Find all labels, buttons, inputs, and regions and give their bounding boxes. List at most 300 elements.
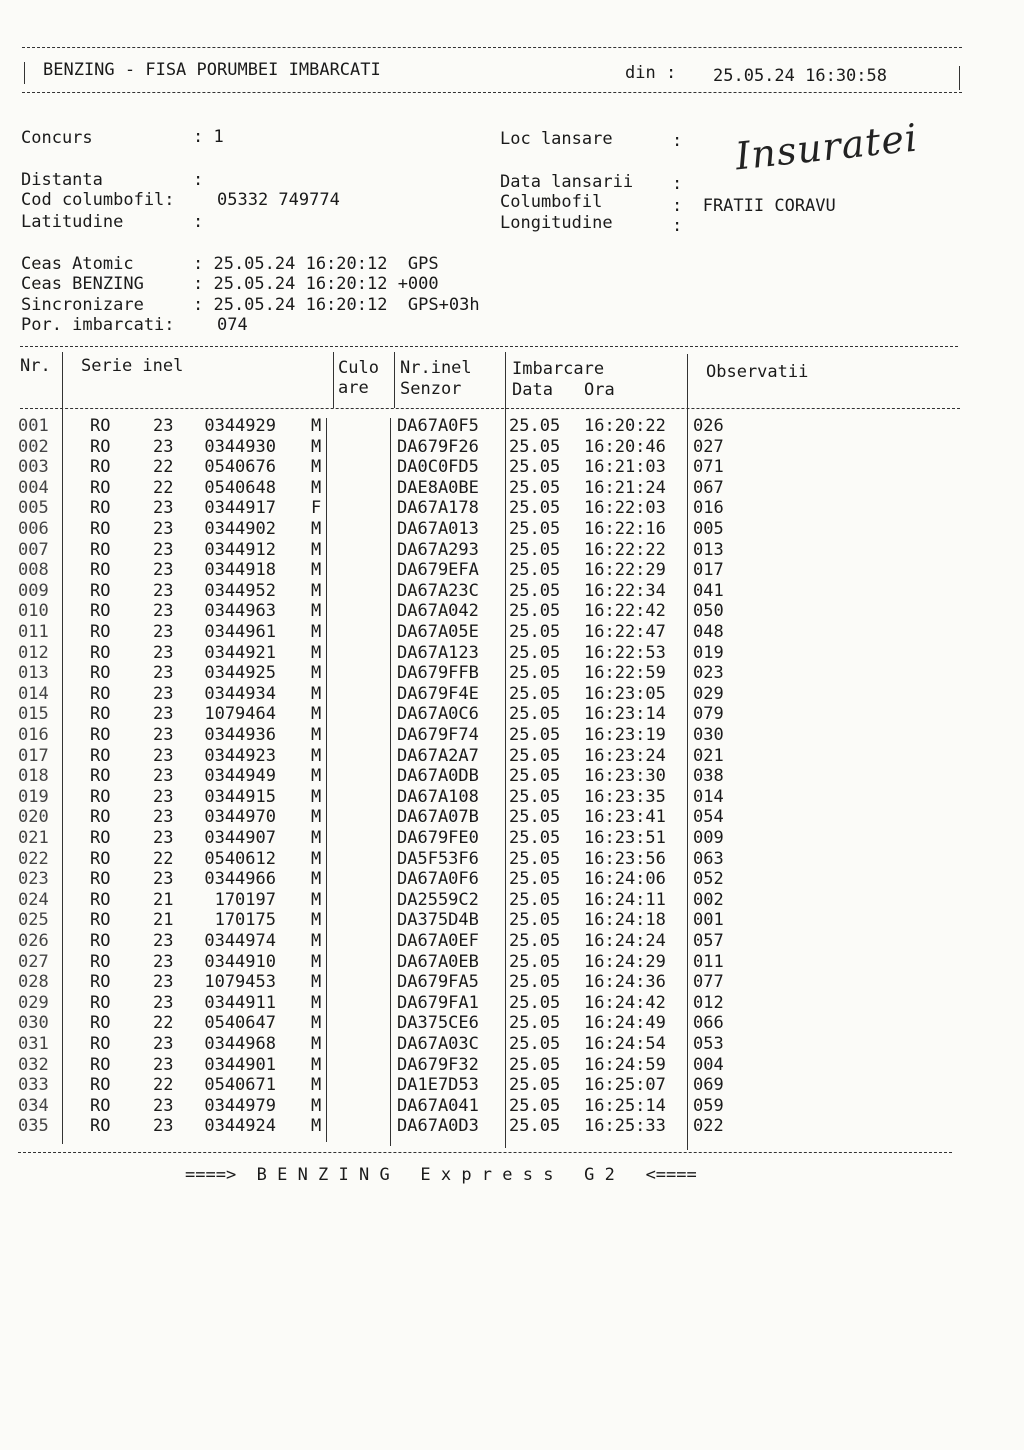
- cell-nr: 032: [18, 1054, 49, 1075]
- cell-sensor: DA2559C2: [397, 889, 479, 910]
- cell-sex: M: [311, 745, 322, 766]
- cell-country: RO: [90, 416, 111, 436]
- cell-year: 23: [153, 642, 174, 663]
- cell-sex: M: [311, 951, 322, 972]
- cell-time: 16:24:42: [584, 992, 666, 1013]
- cell-sensor: DA67A0DB: [397, 766, 479, 787]
- table-row: [0, 1116, 1024, 1137]
- cell-obs: 014: [693, 786, 724, 807]
- cell-year: 23: [153, 601, 174, 622]
- cell-obs: 038: [693, 766, 724, 787]
- cell-date: 25.05: [509, 725, 561, 745]
- cell-sensor: DA679FA5: [397, 972, 479, 993]
- table-bottom-border: [18, 1152, 952, 1153]
- cell-obs: 052: [693, 869, 724, 890]
- table-row: [0, 581, 1024, 602]
- cell-obs: 013: [693, 539, 724, 560]
- cell-nr: 026: [18, 931, 49, 951]
- cell-sensor: DA67A293: [397, 539, 479, 560]
- cell-sex: M: [311, 519, 322, 539]
- cell-ring: 0540612: [204, 848, 276, 869]
- cell-ring: 0344912: [204, 539, 276, 560]
- cell-obs: 067: [693, 477, 724, 498]
- cell-date: 25.05: [509, 704, 561, 725]
- cell-sensor: DA0C0FD5: [397, 457, 479, 478]
- cell-obs: 059: [693, 1095, 724, 1116]
- cell-sensor: DA679F74: [397, 725, 479, 745]
- cell-year: 23: [153, 704, 174, 725]
- cell-date: 25.05: [509, 1054, 561, 1075]
- cell-country: RO: [90, 1075, 111, 1096]
- cell-country: RO: [90, 869, 111, 890]
- table-row: [0, 910, 1024, 931]
- cell-ring: 0344902: [204, 519, 276, 539]
- cell-obs: 057: [693, 931, 724, 951]
- cell-date: 25.05: [509, 828, 561, 848]
- latitudine-label: Latitudine: [21, 212, 124, 232]
- cell-sex: M: [311, 972, 322, 993]
- cell-ring: 0540676: [204, 457, 276, 478]
- cell-date: 25.05: [509, 622, 561, 642]
- col-header-imbarcare: Imbarcare: [512, 359, 605, 379]
- cell-country: RO: [90, 642, 111, 663]
- cell-time: 16:22:22: [584, 539, 666, 560]
- cell-sex: M: [311, 992, 322, 1013]
- table-row: [0, 972, 1024, 993]
- cell-nr: 011: [18, 622, 49, 642]
- cell-nr: 004: [18, 477, 49, 498]
- cell-year: 23: [153, 622, 174, 642]
- col-header-senzor: Senzor: [400, 379, 462, 399]
- cell-obs: 011: [693, 951, 724, 972]
- cell-date: 25.05: [509, 848, 561, 869]
- ceas-atomic-label: Ceas Atomic: [21, 254, 134, 274]
- cell-date: 25.05: [509, 498, 561, 519]
- cell-country: RO: [90, 951, 111, 972]
- header-left-border: [24, 62, 25, 84]
- cell-nr: 034: [18, 1095, 49, 1116]
- cell-obs: 012: [693, 992, 724, 1013]
- cell-sex: M: [311, 436, 322, 457]
- cell-year: 23: [153, 519, 174, 539]
- cell-nr: 003: [18, 457, 49, 478]
- cell-date: 25.05: [509, 745, 561, 766]
- col-header-ora: Ora: [584, 380, 615, 400]
- cell-year: 23: [153, 560, 174, 581]
- cell-nr: 021: [18, 828, 49, 848]
- longitudine-label: Longitudine: [500, 213, 613, 233]
- cell-time: 16:24:49: [584, 1013, 666, 1034]
- cell-date: 25.05: [509, 1013, 561, 1034]
- concurs-label: Concurs: [21, 128, 93, 148]
- por-imbarcati-value: 074: [217, 315, 248, 335]
- cell-date: 25.05: [509, 889, 561, 910]
- cell-date: 25.05: [509, 539, 561, 560]
- cell-date: 25.05: [509, 683, 561, 704]
- cell-ring: 0344901: [204, 1054, 276, 1075]
- cell-obs: 048: [693, 622, 724, 642]
- cell-sensor: DA1E7D53: [397, 1075, 479, 1096]
- cell-sex: M: [311, 889, 322, 910]
- cell-obs: 027: [693, 436, 724, 457]
- cell-nr: 024: [18, 889, 49, 910]
- cell-ring: 0344915: [204, 786, 276, 807]
- cell-country: RO: [90, 539, 111, 560]
- latitudine-value: :: [193, 212, 204, 232]
- cell-nr: 027: [18, 951, 49, 972]
- cell-nr: 010: [18, 601, 49, 622]
- cell-country: RO: [90, 1116, 111, 1137]
- cell-obs: 063: [693, 848, 724, 869]
- cell-sex: M: [311, 766, 322, 787]
- cell-time: 16:24:18: [584, 910, 666, 931]
- cell-sensor: DA67A0D3: [397, 1116, 479, 1137]
- table-row: [0, 560, 1024, 581]
- cell-ring: 0344923: [204, 745, 276, 766]
- cell-sex: M: [311, 457, 322, 478]
- cell-ring: 0344963: [204, 601, 276, 622]
- cell-sensor: DA67A0C6: [397, 704, 479, 725]
- cell-ring: 0344907: [204, 828, 276, 848]
- table-row: [0, 849, 1024, 870]
- cell-country: RO: [90, 622, 111, 642]
- cell-date: 25.05: [509, 786, 561, 807]
- cell-year: 22: [153, 457, 174, 478]
- cell-nr: 030: [18, 1013, 49, 1034]
- cell-obs: 029: [693, 683, 724, 704]
- table-row: [0, 1075, 1024, 1096]
- loc-lansare-label: Loc lansare: [500, 129, 613, 149]
- cell-country: RO: [90, 498, 111, 519]
- table-row: [0, 416, 1024, 437]
- cell-nr: 015: [18, 704, 49, 725]
- cell-sensor: DA679F26: [397, 436, 479, 457]
- cell-country: RO: [90, 828, 111, 848]
- cell-time: 16:24:59: [584, 1054, 666, 1075]
- footer-banner: ====> B E N Z I N G E x p r e s s G 2 <====: [185, 1165, 697, 1185]
- cell-nr: 031: [18, 1034, 49, 1054]
- cell-year: 23: [153, 1054, 174, 1075]
- cell-obs: 017: [693, 560, 724, 581]
- cell-year: 23: [153, 786, 174, 807]
- col-header-observatii: Observatii: [706, 362, 809, 382]
- cell-year: 23: [153, 992, 174, 1013]
- cell-time: 16:24:36: [584, 972, 666, 993]
- cell-sex: M: [311, 1095, 322, 1116]
- cell-sex: M: [311, 539, 322, 560]
- col-header-serie: Serie inel: [81, 356, 184, 376]
- cell-nr: 005: [18, 498, 49, 519]
- cell-sex: M: [311, 704, 322, 725]
- table-row: [0, 519, 1024, 540]
- cell-date: 25.05: [509, 1116, 561, 1137]
- cell-year: 23: [153, 1116, 174, 1137]
- cell-date: 25.05: [509, 601, 561, 622]
- cell-ring: 0344936: [204, 725, 276, 745]
- cell-ring: 0344974: [204, 931, 276, 951]
- ceas-atomic-value: : 25.05.24 16:20:12 GPS: [193, 254, 439, 274]
- cell-ring: 1079453: [204, 972, 276, 993]
- cell-date: 25.05: [509, 972, 561, 993]
- cell-country: RO: [90, 972, 111, 993]
- por-imbarcati-label: Por. imbarcati:: [21, 315, 175, 335]
- cod-columbofil-label: Cod columbofil:: [21, 190, 175, 210]
- cell-obs: 053: [693, 1034, 724, 1054]
- cell-year: 23: [153, 766, 174, 787]
- loc-lansare-colon: :: [672, 131, 683, 151]
- cell-country: RO: [90, 436, 111, 457]
- cell-year: 22: [153, 477, 174, 498]
- cell-sex: M: [311, 1075, 322, 1096]
- cell-year: 23: [153, 539, 174, 560]
- cell-ring: 0344966: [204, 869, 276, 890]
- cell-nr: 019: [18, 786, 49, 807]
- cell-ring: 0540647: [204, 1013, 276, 1034]
- cell-obs: 005: [693, 519, 724, 539]
- table-row: [0, 1055, 1024, 1076]
- table-row: [0, 787, 1024, 808]
- cell-year: 23: [153, 869, 174, 890]
- cell-date: 25.05: [509, 580, 561, 601]
- cell-sex: M: [311, 642, 322, 663]
- cell-sensor: DA679FA1: [397, 992, 479, 1013]
- cell-ring: 0344929: [204, 416, 276, 436]
- cell-sex: F: [311, 498, 322, 519]
- cell-time: 16:22:16: [584, 519, 666, 539]
- cell-sensor: DA67A042: [397, 601, 479, 622]
- col-header-data: Data: [512, 380, 553, 400]
- col-header-culoare: Culo: [338, 358, 379, 378]
- cell-date: 25.05: [509, 1034, 561, 1054]
- printed-label: din :: [625, 63, 677, 83]
- table-header-bottom-border: [20, 408, 960, 409]
- cell-sensor: DA375CE6: [397, 1013, 479, 1034]
- cell-year: 23: [153, 725, 174, 745]
- cell-obs: 050: [693, 601, 724, 622]
- cell-nr: 013: [18, 663, 49, 684]
- table-row: [0, 622, 1024, 643]
- cell-obs: 023: [693, 663, 724, 684]
- cell-country: RO: [90, 745, 111, 766]
- cell-time: 16:24:11: [584, 889, 666, 910]
- cell-sensor: DA375D4B: [397, 910, 479, 931]
- cell-sensor: DA67A178: [397, 498, 479, 519]
- cell-year: 23: [153, 951, 174, 972]
- cell-date: 25.05: [509, 1095, 561, 1116]
- cell-nr: 017: [18, 745, 49, 766]
- cell-ring: 0344961: [204, 622, 276, 642]
- longitudine-value: :: [672, 216, 683, 236]
- data-lansarii-value: :: [672, 174, 683, 194]
- cell-time: 16:23:05: [584, 683, 666, 704]
- cell-ring: 0344930: [204, 436, 276, 457]
- cell-sensor: DA67A07B: [397, 807, 479, 828]
- cell-country: RO: [90, 931, 111, 951]
- cell-date: 25.05: [509, 477, 561, 498]
- cell-time: 16:23:30: [584, 766, 666, 787]
- cell-time: 16:24:54: [584, 1034, 666, 1054]
- cell-sensor: DA67A0EB: [397, 951, 479, 972]
- cell-time: 16:23:35: [584, 786, 666, 807]
- cell-country: RO: [90, 910, 111, 931]
- cell-sex: M: [311, 622, 322, 642]
- loc-lansare-handwritten: Insuratei: [733, 115, 921, 179]
- table-row: [0, 437, 1024, 458]
- cell-country: RO: [90, 1034, 111, 1054]
- table-row: [0, 1013, 1024, 1034]
- cell-date: 25.05: [509, 416, 561, 436]
- cell-nr: 018: [18, 766, 49, 787]
- cell-time: 16:25:07: [584, 1075, 666, 1096]
- cell-country: RO: [90, 601, 111, 622]
- cell-sensor: DA679EFA: [397, 560, 479, 581]
- cell-date: 25.05: [509, 951, 561, 972]
- col-sep-3: [394, 352, 395, 408]
- table-row: [0, 1034, 1024, 1055]
- cell-country: RO: [90, 1095, 111, 1116]
- cell-year: 23: [153, 498, 174, 519]
- cell-country: RO: [90, 663, 111, 684]
- ceas-benzing-value: : 25.05.24 16:20:12 +000: [193, 274, 439, 294]
- cell-sensor: DA67A013: [397, 519, 479, 539]
- table-row: [0, 931, 1024, 952]
- cell-ring: 170175: [214, 910, 276, 931]
- cell-date: 25.05: [509, 663, 561, 684]
- cell-ring: 0344921: [204, 642, 276, 663]
- columbofil-value: : FRATII CORAVU: [672, 196, 836, 216]
- cell-nr: 023: [18, 869, 49, 890]
- cell-year: 21: [153, 910, 174, 931]
- cell-nr: 029: [18, 992, 49, 1013]
- cell-date: 25.05: [509, 807, 561, 828]
- cell-ring: 0344952: [204, 580, 276, 601]
- cell-sex: M: [311, 807, 322, 828]
- cell-date: 25.05: [509, 1075, 561, 1096]
- cell-sensor: DA67A0EF: [397, 931, 479, 951]
- cell-year: 23: [153, 1095, 174, 1116]
- cell-country: RO: [90, 725, 111, 745]
- table-row: [0, 601, 1024, 622]
- cell-country: RO: [90, 807, 111, 828]
- cell-nr: 016: [18, 725, 49, 745]
- cell-time: 16:24:06: [584, 869, 666, 890]
- header-bottom-border: [22, 92, 962, 93]
- cell-sensor: DA679FFB: [397, 663, 479, 684]
- cell-sex: M: [311, 725, 322, 745]
- sincronizare-label: Sincronizare: [21, 295, 144, 315]
- cell-nr: 008: [18, 560, 49, 581]
- cell-sensor: DA679F32: [397, 1054, 479, 1075]
- cell-sensor: DA67A0F5: [397, 416, 479, 436]
- cell-obs: 026: [693, 416, 724, 436]
- cell-sex: M: [311, 1034, 322, 1054]
- cell-nr: 006: [18, 519, 49, 539]
- cell-sensor: DA679F4E: [397, 683, 479, 704]
- table-row: [0, 869, 1024, 890]
- cell-year: 23: [153, 436, 174, 457]
- cell-time: 16:20:22: [584, 416, 666, 436]
- cell-sensor: DA67A23C: [397, 580, 479, 601]
- cell-sensor: DA67A05E: [397, 622, 479, 642]
- cell-date: 25.05: [509, 931, 561, 951]
- cell-ring: 0540671: [204, 1075, 276, 1096]
- cell-obs: 016: [693, 498, 724, 519]
- cell-sex: M: [311, 786, 322, 807]
- cell-time: 16:22:47: [584, 622, 666, 642]
- cell-nr: 033: [18, 1075, 49, 1096]
- cell-nr: 025: [18, 910, 49, 931]
- header-right-border: [959, 66, 960, 90]
- cell-sex: M: [311, 601, 322, 622]
- page-title: BENZING - FISA PORUMBEI IMBARCATI: [43, 60, 381, 80]
- table-row: [0, 766, 1024, 787]
- cell-sensor: DA67A108: [397, 786, 479, 807]
- cell-year: 23: [153, 580, 174, 601]
- table-row: [0, 540, 1024, 561]
- cell-sex: M: [311, 663, 322, 684]
- cell-year: 22: [153, 1013, 174, 1034]
- cell-time: 16:22:59: [584, 663, 666, 684]
- col-header-culoare-2: are: [338, 378, 369, 398]
- cod-columbofil-value: 05332 749774: [217, 190, 340, 210]
- cell-year: 23: [153, 663, 174, 684]
- table-row: [0, 498, 1024, 519]
- cell-sensor: DA5F53F6: [397, 848, 479, 869]
- table-row: [0, 478, 1024, 499]
- cell-country: RO: [90, 889, 111, 910]
- cell-obs: 079: [693, 704, 724, 725]
- cell-nr: 020: [18, 807, 49, 828]
- cell-sex: M: [311, 828, 322, 848]
- cell-nr: 028: [18, 972, 49, 993]
- cell-country: RO: [90, 477, 111, 498]
- cell-obs: 004: [693, 1054, 724, 1075]
- cell-sex: M: [311, 1054, 322, 1075]
- cell-nr: 002: [18, 436, 49, 457]
- cell-time: 16:23:56: [584, 848, 666, 869]
- cell-country: RO: [90, 683, 111, 704]
- cell-sensor: DA67A2A7: [397, 745, 479, 766]
- cell-sex: M: [311, 910, 322, 931]
- cell-country: RO: [90, 766, 111, 787]
- cell-obs: 019: [693, 642, 724, 663]
- cell-date: 25.05: [509, 869, 561, 890]
- cell-nr: 014: [18, 683, 49, 704]
- cell-ring: 0344970: [204, 807, 276, 828]
- table-row: [0, 828, 1024, 849]
- cell-sex: M: [311, 1013, 322, 1034]
- cell-ring: 0344918: [204, 560, 276, 581]
- cell-date: 25.05: [509, 992, 561, 1013]
- concurs-value: : 1: [193, 127, 224, 147]
- cell-time: 16:25:14: [584, 1095, 666, 1116]
- table-header-top-border: [20, 346, 958, 347]
- cell-ring: 0344925: [204, 663, 276, 684]
- cell-sensor: DA67A041: [397, 1095, 479, 1116]
- cell-ring: 0540648: [204, 477, 276, 498]
- ceas-benzing-label: Ceas BENZING: [21, 274, 144, 294]
- cell-time: 16:23:51: [584, 828, 666, 848]
- columbofil-label: Columbofil: [500, 192, 603, 212]
- cell-country: RO: [90, 992, 111, 1013]
- cell-date: 25.05: [509, 519, 561, 539]
- cell-sensor: DAE8A0BE: [397, 477, 479, 498]
- cell-time: 16:22:03: [584, 498, 666, 519]
- cell-time: 16:21:24: [584, 477, 666, 498]
- cell-country: RO: [90, 704, 111, 725]
- header-top-border: [22, 47, 962, 48]
- cell-year: 23: [153, 416, 174, 436]
